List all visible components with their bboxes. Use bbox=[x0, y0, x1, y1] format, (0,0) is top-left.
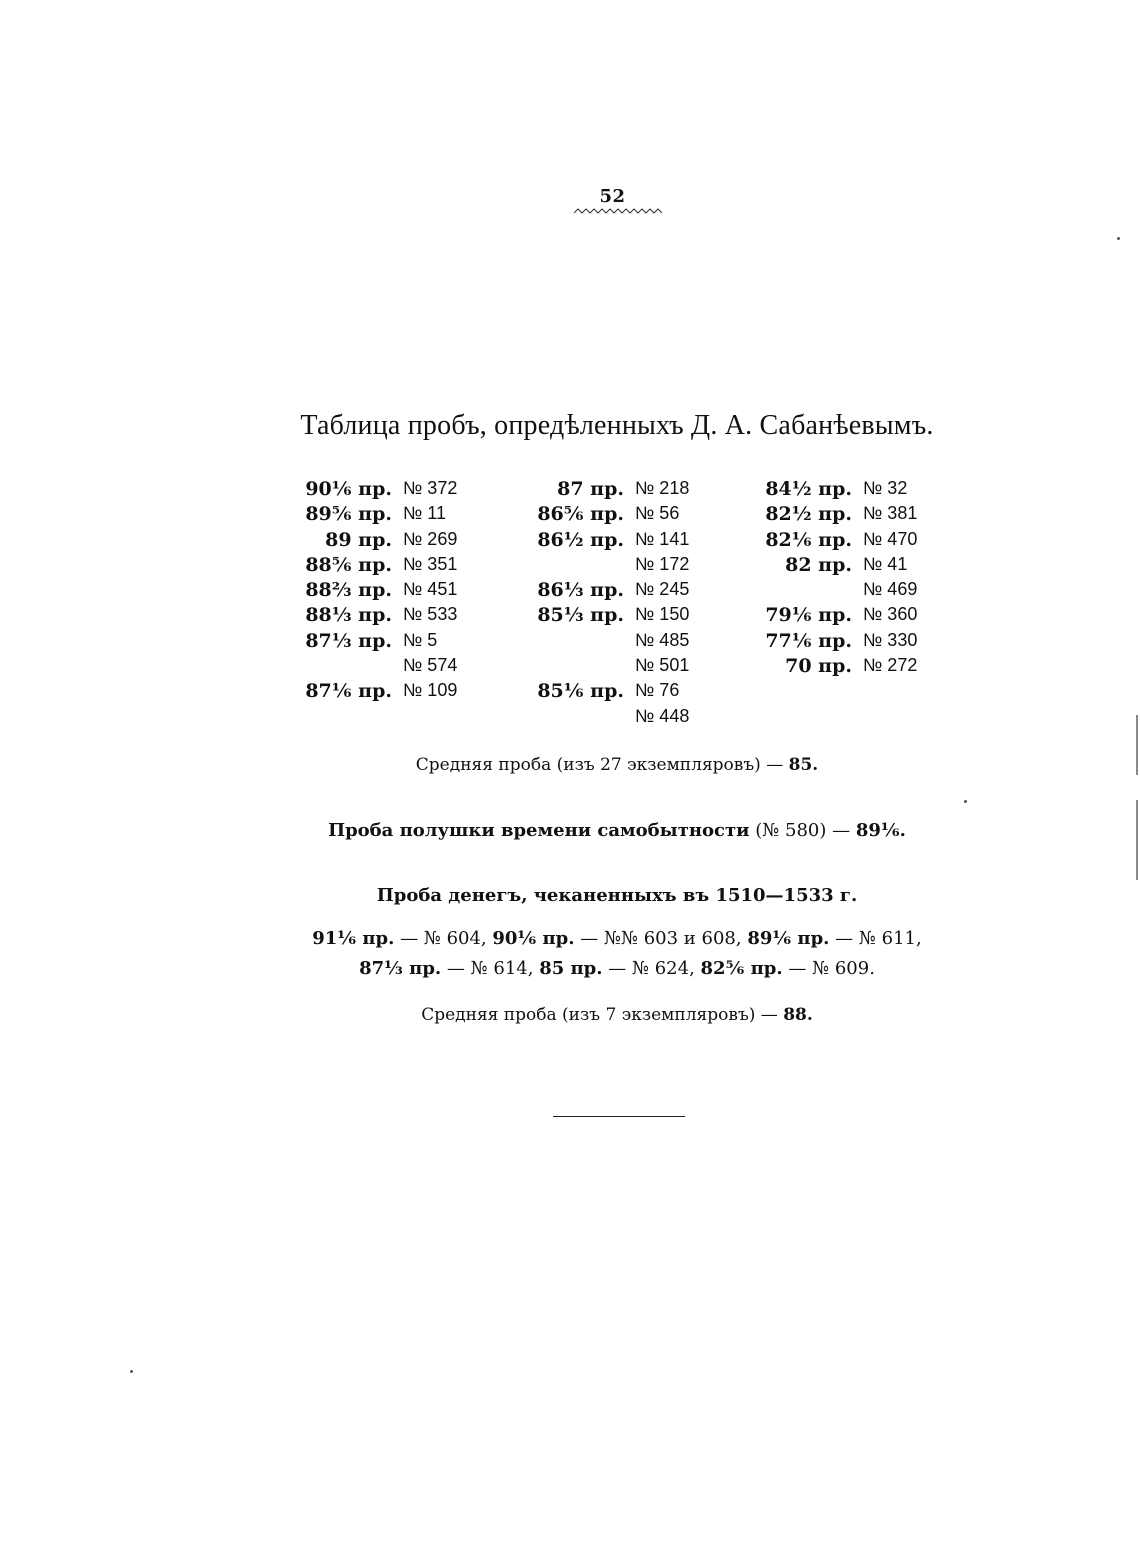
grade-cell: 89⁵⁄₆ пр. bbox=[305, 503, 392, 526]
table-row bbox=[532, 529, 700, 554]
number-cell: № 485 bbox=[635, 629, 690, 650]
table-row bbox=[760, 655, 928, 680]
scan-speck bbox=[1117, 237, 1120, 240]
average-1-text: Средняя проба (изъ 27 экземпляровъ) — bbox=[415, 755, 789, 775]
number-cell: № 269 bbox=[403, 528, 458, 549]
grade-cell: 82 пр. bbox=[785, 553, 852, 576]
number-cell: № 501 bbox=[635, 655, 690, 676]
coin-grade: 82⁵⁄₆ пр. bbox=[700, 958, 783, 979]
number-cell: № 109 bbox=[403, 680, 458, 701]
coin-ref: — № 624, bbox=[602, 958, 701, 979]
coins-line-2 bbox=[0, 958, 1140, 979]
table-row bbox=[532, 554, 700, 579]
grade-cell: 85¹⁄₃ пр. bbox=[537, 604, 624, 627]
grade-cell: 87¹⁄₆ пр. bbox=[305, 680, 392, 703]
number-cell: № 150 bbox=[635, 604, 690, 625]
number-cell: № 32 bbox=[863, 478, 908, 498]
number-cell: № 381 bbox=[863, 503, 918, 524]
table-row bbox=[532, 655, 700, 680]
coin-ref: — № 604, bbox=[394, 928, 493, 949]
table-row bbox=[300, 604, 468, 629]
number-cell: № 272 bbox=[863, 655, 918, 676]
table-column-3 bbox=[760, 478, 928, 680]
grade-cell: 88¹⁄₃ пр. bbox=[305, 604, 392, 627]
table-row bbox=[300, 478, 468, 503]
coin-grade: 89¹⁄₆ пр. bbox=[747, 928, 830, 949]
coin-grade: 87¹⁄₃ пр. bbox=[359, 958, 442, 979]
table-row bbox=[760, 554, 928, 579]
table-column-1 bbox=[300, 478, 468, 706]
number-cell: № 533 bbox=[403, 604, 458, 625]
table-column-2 bbox=[532, 478, 700, 731]
grade-cell: 88⁵⁄₆ пр. bbox=[305, 553, 392, 576]
grade-cell: 87¹⁄₃ пр. bbox=[305, 629, 392, 652]
average-line-1 bbox=[0, 755, 1140, 775]
grade-cell: 85¹⁄₆ пр. bbox=[537, 680, 624, 703]
table-row bbox=[760, 503, 928, 528]
number-cell: № 245 bbox=[635, 579, 690, 600]
average-line-2 bbox=[0, 1005, 1140, 1025]
grade-cell: 87 пр. bbox=[557, 478, 624, 500]
polushka-line bbox=[0, 820, 1140, 841]
number-cell: № 11 bbox=[403, 503, 446, 524]
grade-cell: 90¹⁄₆ пр. bbox=[305, 478, 392, 500]
number-cell: № 141 bbox=[635, 528, 690, 549]
number-cell: № 218 bbox=[635, 478, 690, 498]
table-row bbox=[300, 655, 468, 680]
number-cell: № 574 bbox=[403, 655, 458, 676]
average-2-text: Средняя проба (изъ 7 экземпляровъ) — bbox=[421, 1005, 784, 1025]
table-row bbox=[532, 630, 700, 655]
polushka-ref: (№ 580) — bbox=[749, 820, 856, 841]
coin-grade: 91¹⁄₆ пр. bbox=[312, 928, 395, 949]
table-row bbox=[760, 630, 928, 655]
coins-heading: Проба денегъ, чеканенныхъ въ 1510—1533 г. bbox=[376, 885, 858, 906]
coin-ref: — №№ 603 и 608, bbox=[574, 928, 748, 949]
coin-grade: 90¹⁄₆ пр. bbox=[492, 928, 575, 949]
grade-cell: 86¹⁄₂ пр. bbox=[537, 528, 624, 551]
grade-cell: 82¹⁄₂ пр. bbox=[765, 503, 852, 526]
number-cell: № 360 bbox=[863, 604, 918, 625]
coin-ref: — № 614, bbox=[441, 958, 540, 979]
table-row bbox=[300, 680, 468, 705]
number-cell: № 56 bbox=[635, 503, 680, 524]
polushka-value: 89¹⁄₆. bbox=[855, 820, 906, 841]
coin-ref: — № 609. bbox=[782, 958, 875, 979]
table-row bbox=[532, 503, 700, 528]
table-row bbox=[300, 630, 468, 655]
grade-cell: 82¹⁄₆ пр. bbox=[765, 528, 852, 551]
scan-edge-mark bbox=[1136, 715, 1138, 775]
page-number-ornament bbox=[574, 207, 662, 215]
table-row bbox=[760, 604, 928, 629]
grade-cell: 77¹⁄₆ пр. bbox=[765, 629, 852, 652]
number-cell: № 351 bbox=[403, 553, 458, 574]
table-row bbox=[532, 478, 700, 503]
table-row bbox=[300, 554, 468, 579]
table-row bbox=[300, 503, 468, 528]
scan-speck bbox=[130, 1370, 133, 1373]
table-row bbox=[760, 579, 928, 604]
grade-cell: 79¹⁄₆ пр. bbox=[765, 604, 852, 627]
number-cell: № 41 bbox=[863, 553, 908, 574]
coin-grade: 85 пр. bbox=[539, 958, 603, 979]
polushka-label: Проба полушки времени самобытности bbox=[328, 820, 750, 841]
table-row bbox=[300, 579, 468, 604]
grade-cell: 84¹⁄₂ пр. bbox=[765, 478, 852, 500]
scan-speck bbox=[964, 800, 967, 803]
average-2-value: 88. bbox=[783, 1005, 813, 1025]
table-row bbox=[300, 529, 468, 554]
number-cell: № 5 bbox=[403, 629, 438, 650]
table-row bbox=[532, 579, 700, 604]
table-row bbox=[532, 706, 700, 731]
grade-cell: 86¹⁄₃ пр. bbox=[537, 579, 624, 602]
grade-cell: 70 пр. bbox=[785, 655, 852, 678]
number-cell: № 76 bbox=[635, 680, 680, 701]
page-number: 52 bbox=[599, 186, 626, 207]
number-cell: № 451 bbox=[403, 579, 458, 600]
table-row bbox=[760, 478, 928, 503]
coin-ref: — № 611, bbox=[829, 928, 922, 949]
table-row bbox=[760, 529, 928, 554]
coins-line-1 bbox=[0, 928, 1140, 949]
scan-edge-mark bbox=[1136, 800, 1138, 880]
table-title: Таблица пробъ, опредѣленныхъ Д. А. Сабанѣевымъ. bbox=[300, 410, 934, 441]
number-cell: № 172 bbox=[635, 553, 690, 574]
closing-rule bbox=[553, 1116, 685, 1117]
number-cell: № 470 bbox=[863, 528, 918, 549]
number-cell: № 469 bbox=[863, 579, 918, 600]
grade-cell: 86⁵⁄₆ пр. bbox=[537, 503, 624, 526]
grade-cell: 89 пр. bbox=[325, 528, 392, 551]
number-cell: № 372 bbox=[403, 478, 458, 498]
number-cell: № 448 bbox=[635, 705, 690, 726]
average-1-value: 85. bbox=[788, 755, 819, 775]
number-cell: № 330 bbox=[863, 629, 918, 650]
grade-cell: 88²⁄₃ пр. bbox=[305, 579, 392, 602]
table-row bbox=[532, 604, 700, 629]
table-row bbox=[532, 680, 700, 705]
